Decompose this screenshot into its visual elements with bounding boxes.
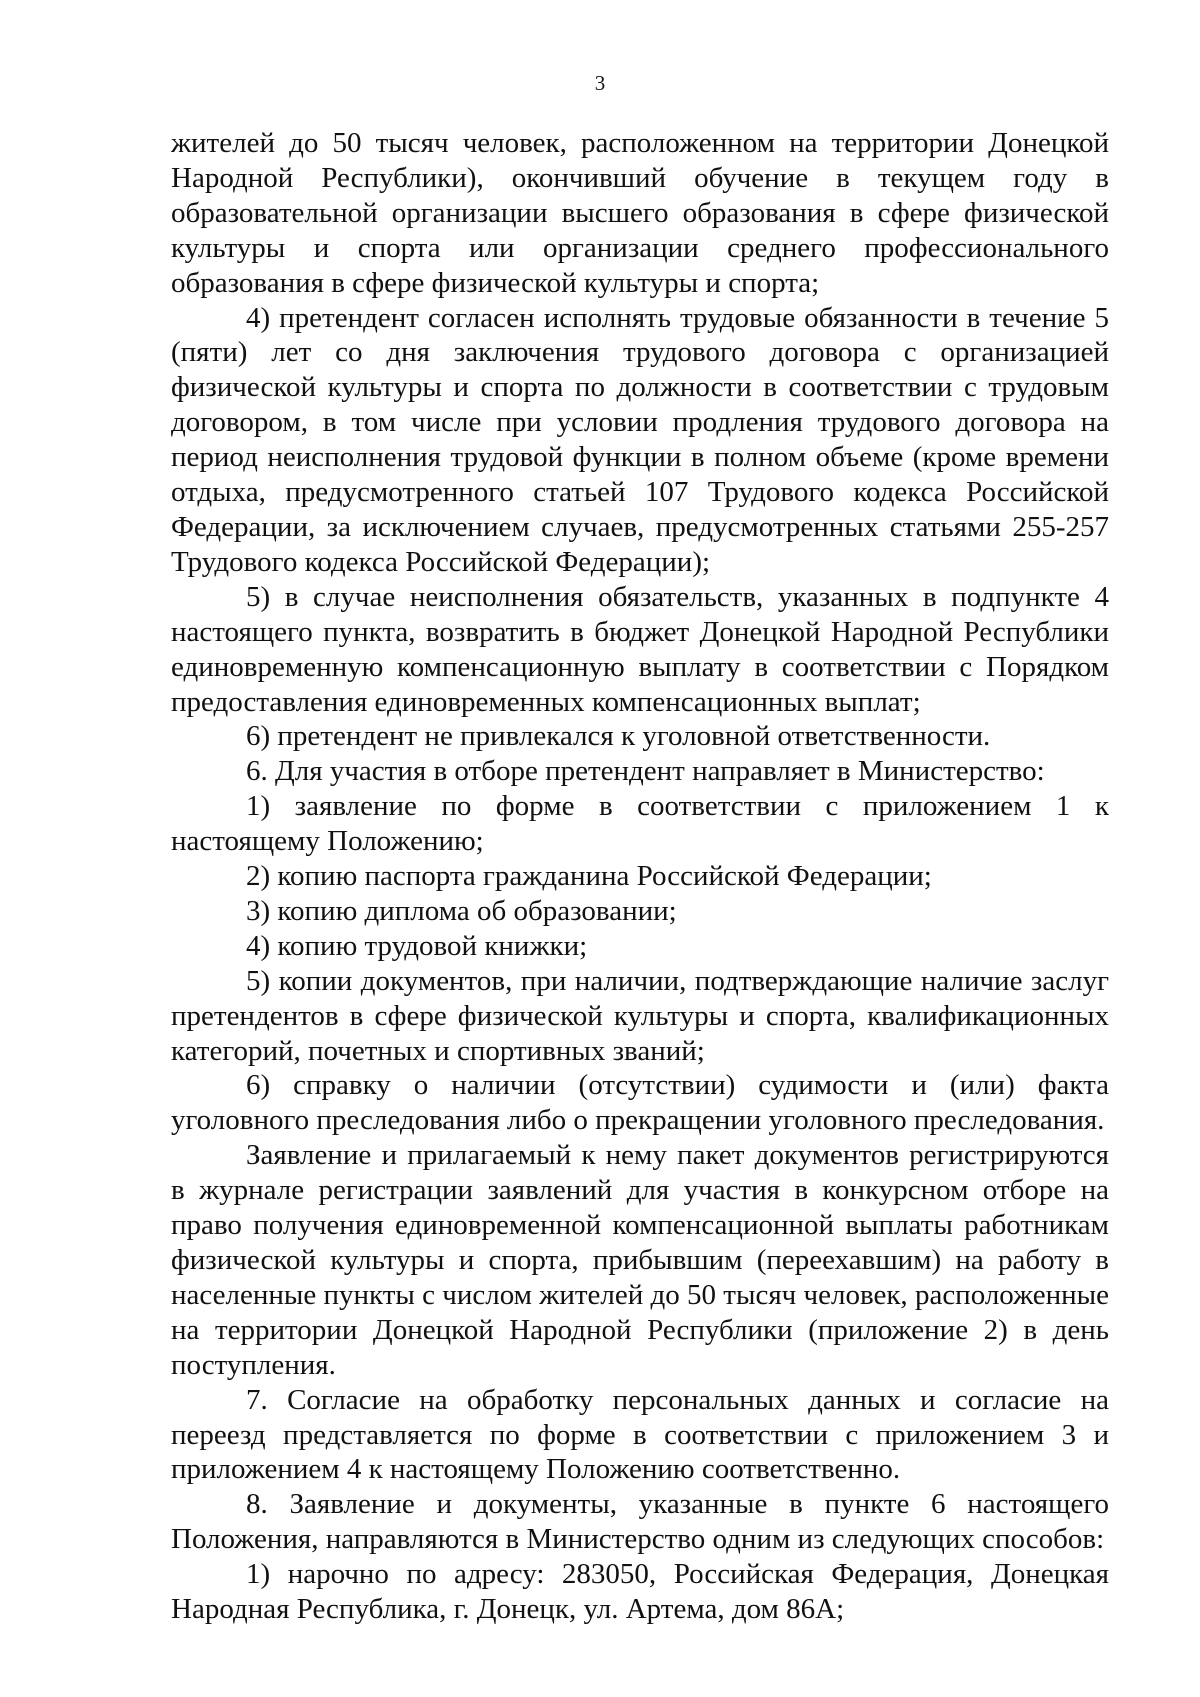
paragraph: жителей до 50 тысяч человек, расположенном на территории Донецкой Народной Республики), окончивший обучение в текущем году в образовательной организации высшего образования в сфере физической культуры и спорта или организации среднего профессионального образования в сфере физической культуры и спорта; <box>171 127 1109 299</box>
paragraph: 6) претендент не привлекался к уголовной ответственности. <box>246 720 991 753</box>
paragraph: 8. Заявление и документы, указанные в пункте 6 настоящего Положения, направляются в Министерство одним из следующих способов: <box>171 1488 1109 1556</box>
paragraph: 5) в случае неисполнения обязательств, указанных в подпункте 4 настоящего пункта, возвратить в бюджет Донецкой Народной Республики единовременную компенсационную выплату в соответствии с Порядком предоставления единовременных компенсационных выплат; <box>171 580 1109 718</box>
paragraph: 1) заявление по форме в соответствии с приложением 1 к настоящему Положению; <box>171 790 1109 858</box>
paragraph: 6) справку о наличии (отсутствии) судимости и (или) факта уголовного преследования либо о прекращении уголовного преследования. <box>171 1069 1109 1137</box>
paragraph: 2) копию паспорта гражданина Российской Федерации; <box>246 860 932 893</box>
document-body <box>171 126 1109 1627</box>
paragraph: 4) копию трудовой книжки; <box>246 929 588 962</box>
paragraph: 5) копии документов, при наличии, подтверждающие наличие заслуг претендентов в сфере физической культуры и спорта, квалификационных категорий, почетных и спортивных званий; <box>171 964 1109 1067</box>
paragraph: 1) нарочно по адресу: 283050, Российская Федерация, Донецкая Народная Республика, г. Донецк, ул. Артема, дом 86А; <box>171 1558 1109 1626</box>
paragraph: 4) претендент согласен исполнять трудовые обязанности в течение 5 (пяти) лет со дня заключения трудового договора с организацией физической культуры и спорта по должности в соответствии с трудовым договором, в том числе при условии продления трудового договора на период неисполнения трудовой функции в полном объеме (кроме времени отдыха, предусмотренного статьей 107 Трудового кодекса Российской Федерации, за исключением случаев, предусмотренных статьями 255-257 Трудового кодекса Российской Федерации); <box>171 301 1109 578</box>
page-number: 3 <box>594 71 606 95</box>
paragraph: 7. Согласие на обработку персональных данных и согласие на переезд представляется по форме в соответствии с приложением 3 и приложением 4 к настоящему Положению соответственно. <box>171 1383 1109 1486</box>
paragraph: Заявление и прилагаемый к нему пакет документов регистрируются в журнале регистрации заявлений для участия в конкурсном отборе на право получения единовременной компенсационной выплаты работникам физической культуры и спорта, прибывшим (переехавшим) на работу в населенные пункты с числом жителей до 50 тысяч человек, расположенные на территории Донецкой Народной Республики (приложение 2) в день поступления. <box>171 1139 1109 1381</box>
paragraph: 3) копию диплома об образовании; <box>246 894 677 927</box>
paragraph: 6. Для участия в отборе претендент направляет в Министерство: <box>246 755 1045 788</box>
